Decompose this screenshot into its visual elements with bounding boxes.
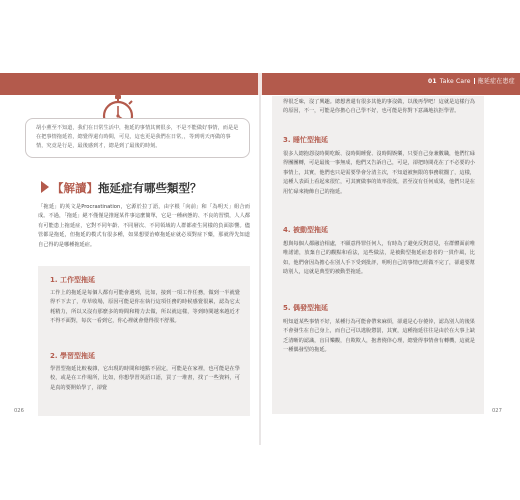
section-title-3: 3. 睡忙型拖延 <box>283 136 328 144</box>
continued-text: 得很乏味，沒了興趣。總想著還有很多其他的事沒做，以後再學吧！這就是這樣行為的原因，不一，可能是你擔心自己學不好，也可能是你對下意識地抗拒學習。 <box>283 99 475 115</box>
section-title-5: 5. 偶發型拖延 <box>283 304 328 312</box>
heading-text: 拖延症有哪些類型？ <box>98 181 202 195</box>
section-title-2: 2. 學習型拖延 <box>50 352 95 360</box>
section-text-2: 學習型拖延比較複雜，它出現的時間和地點不固定，可能是在家裡，也可能是在學校，或是在工作場所，比如，你想學習英語口語，買了一堆書，找了一些資料，可是真的要開始學了，卻覺 <box>50 366 240 391</box>
section-text-4: 想與每個人都融洽相處，不願意得罪任何人，有時為了避免反對意見，在群體面前唯唯諾諾，放棄自己的觀點和看法，這些做法，是被動型拖延症患者的一貫作風，比如，他們會因為擔心在別人手下受到批評，明明自己的事情已經做不完了，卻還要幫助別人，這就是典型的被動型拖延。 <box>283 241 475 276</box>
section-title-1: 1. 工作型拖延 <box>50 276 95 284</box>
page-number-right: 027 <box>492 408 502 414</box>
heading-marker <box>41 181 49 193</box>
section-text-5: 明知道某些事情不好，某種行為可能會帶來麻煩，卻還是心存僥倖，認為別人的後果不會發生在自己身上，而自己可以逃脫懲罰，其實，這種拖延往往是由於在大事上缺乏清晰的認識，盲目樂觀，自欺欺人，抱著僥倖心理，總覺得事情會有轉機，這就是一種偶發型的拖延。 <box>283 319 475 354</box>
heading-tag: 【解讀】 <box>52 181 98 195</box>
section-title-4: 4. 被動型拖延 <box>283 226 328 234</box>
page-number-left: 026 <box>14 408 24 414</box>
header-divider <box>474 78 475 84</box>
gutter <box>258 73 262 95</box>
running-header <box>428 76 515 85</box>
intro-box <box>25 118 250 158</box>
chapter-english: Take Care <box>439 78 471 85</box>
body-paragraph: 「拖延」的英文是Procrastination，它源於拉丁語，由字根「向前」和「為明天」組合而成。不過，「拖延」絕不僅僅是推遲某件事這麼簡單，它是一種病態的、不良的習慣，人人都有可能患上拖延症，它對不同年齡、不同層次、不同領域的人群都產生同樣的負面影響。儘管都是拖延，但拖延的模式有很多種，如果想要治療拖延症就必須對症下藥，那就得先知道自己得的是哪種拖延症。 <box>38 204 250 248</box>
chapter-number: 01 <box>428 78 437 85</box>
section-text-1: 工作上的拖延是每個人都有可能會遇到，比如，接到一項工作任務，做到一半就覺得不下去了，草草收場，原因可能是你在執行這項任務的時候感覺很累，認為它太耗精力，所以又沒有那麼多的時間和精力去做，所以就這樣，等到時間越來越近才不得不面對，每次一看到它，你心裡就會覺得很不舒服。 <box>50 290 240 325</box>
intro-text: 胡小薰至不知道，我们在日常生活中，拖延的事情其實很多，不是不能做好事情，而是是在把事情拖延着，總覺得還有時間，可見，這也更是我們在日常，，等到明天再做的事情，究竟是行是，最後感到才，總是到了最後的時刻。 <box>36 125 239 149</box>
section-text-3: 很多人總抱怨沒時間吃飯、沒時間睡覺、沒時間娛樂，只要自己身兼數職，他們忙碌得團團轉，可是最後一事無成，他們又告訴自己，可是，卻把時間花在了不必要的小事情上，其實，他們也只是需要學會分清主次，不知道被無限的事務耽擱了，這樣，這種人表面上看起來很忙，可其實做事的效率很低，甚至沒有任何成果，他們只是在用忙碌來掩飾自己的拖延。 <box>283 151 475 195</box>
page-divider <box>259 95 261 445</box>
section-heading <box>41 180 202 196</box>
chapter-chinese: 拖延症在患症 <box>477 78 515 85</box>
